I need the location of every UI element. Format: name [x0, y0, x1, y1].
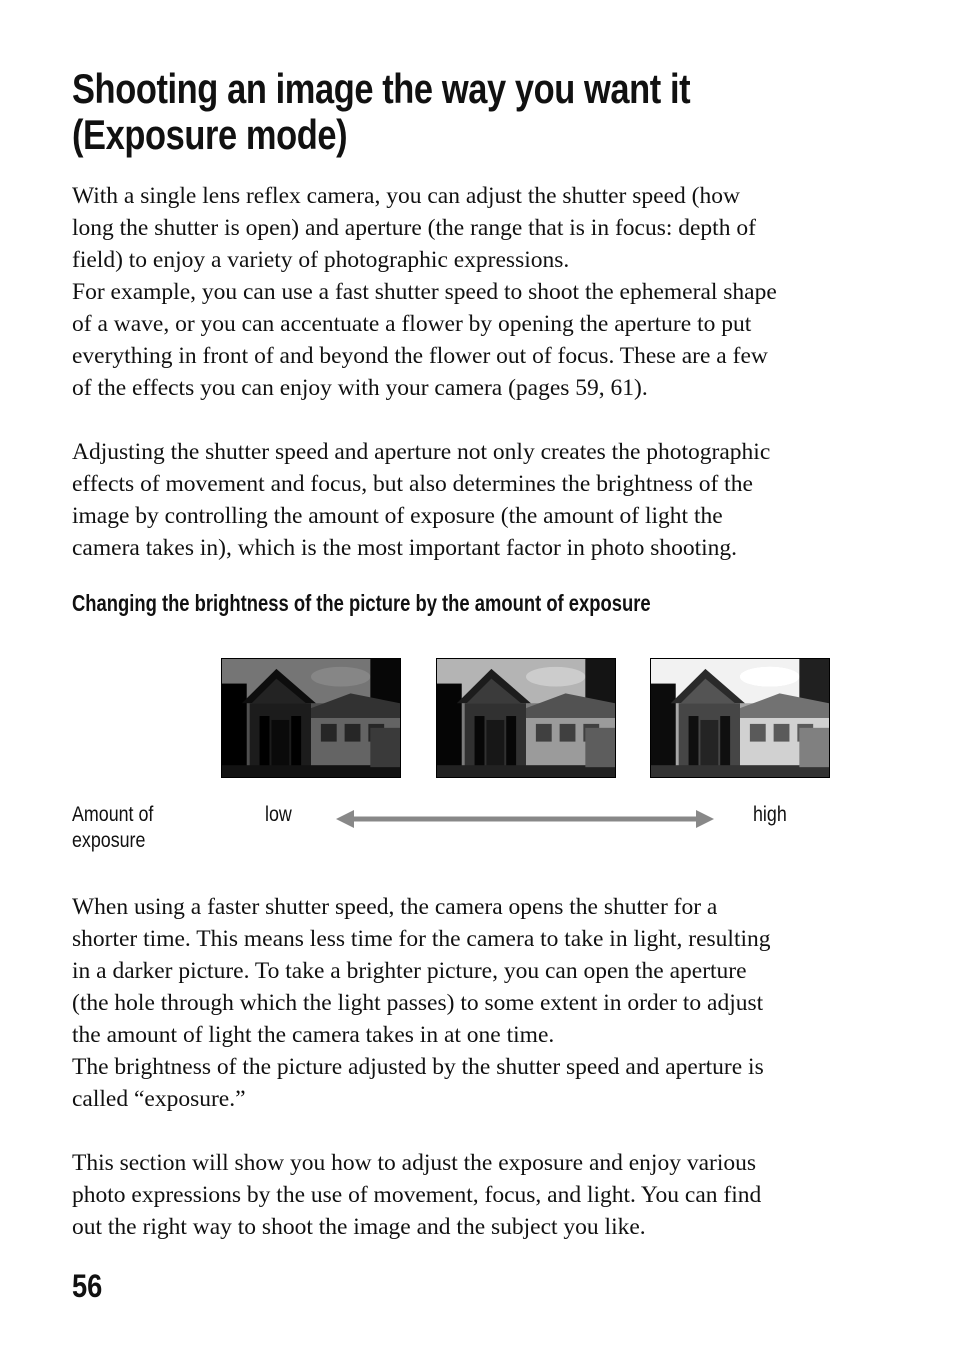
section-subheading: Changing the brightness of the picture by the amount of exposure [72, 590, 651, 616]
title-line-1: Shooting an image the way you want it [72, 65, 691, 112]
text-line: For example, you can use a fast shutter speed to shoot the ephemeral shape [72, 279, 777, 305]
page-title [72, 66, 728, 158]
text-line: out the right way to shoot the image and the subject you like. [72, 1214, 646, 1240]
text-line: Adjusting the shutter speed and aperture not only creates the photographic [72, 439, 771, 465]
high-label: high [753, 803, 787, 826]
text-line: the amount of light the camera takes in at one time. [72, 1022, 555, 1048]
text-line: of the effects you can enjoy with your camera (pages 59, 61). [72, 375, 648, 401]
house-photo-image [437, 659, 615, 777]
low-label: low [265, 803, 292, 826]
section-summary-paragraph [72, 1147, 852, 1243]
exposure-axis-label [72, 802, 153, 854]
text-line: called “exposure.” [72, 1086, 246, 1112]
text-line: When using a faster shutter speed, the camera opens the shutter for a [72, 894, 718, 920]
double-arrow-icon [336, 808, 714, 830]
text-line: in a darker picture. To take a brighter picture, you can open the aperture [72, 958, 747, 984]
text-line: (the hole through which the light passes) to some extent in order to adjust [72, 990, 764, 1016]
text-line: image by controlling the amount of exposure (the amount of light the [72, 503, 723, 529]
intro-paragraph [72, 180, 852, 404]
page-number: 56 [72, 1268, 103, 1304]
text-line: shorter time. This means less time for the camera to take in light, resulting [72, 926, 771, 952]
text-line: The brightness of the picture adjusted by the shutter speed and aperture is [72, 1054, 764, 1080]
text-line: effects of movement and focus, but also determines the brightness of the [72, 471, 753, 497]
text-line: field) to enjoy a variety of photographic expressions. [72, 247, 570, 273]
photo-high-exposure [650, 658, 830, 778]
house-photo-image [651, 659, 829, 777]
exposure-paragraph [72, 436, 852, 564]
shutter-paragraph [72, 891, 852, 1115]
exposure-label-line-2: exposure [72, 829, 146, 852]
text-line: camera takes in), which is the most important factor in photo shooting. [72, 535, 738, 561]
text-line: of a wave, or you can accentuate a flower by opening the aperture to put [72, 311, 752, 337]
text-line: photo expressions by the use of movement, focus, and light. You can find [72, 1182, 762, 1208]
text-line: everything in front of and beyond the flower out of focus. These are a few [72, 343, 768, 369]
photo-low-exposure [221, 658, 401, 778]
photo-mid-exposure [436, 658, 616, 778]
text-line: This section will show you how to adjust the exposure and enjoy various [72, 1150, 757, 1176]
exposure-label-line-1: Amount of [72, 803, 154, 826]
title-line-2: (Exposure mode) [72, 111, 348, 158]
text-line: long the shutter is open) and aperture (the range that is in focus: depth of [72, 215, 756, 241]
house-photo-image [222, 659, 400, 777]
text-line: With a single lens reflex camera, you can adjust the shutter speed (how [72, 183, 740, 209]
